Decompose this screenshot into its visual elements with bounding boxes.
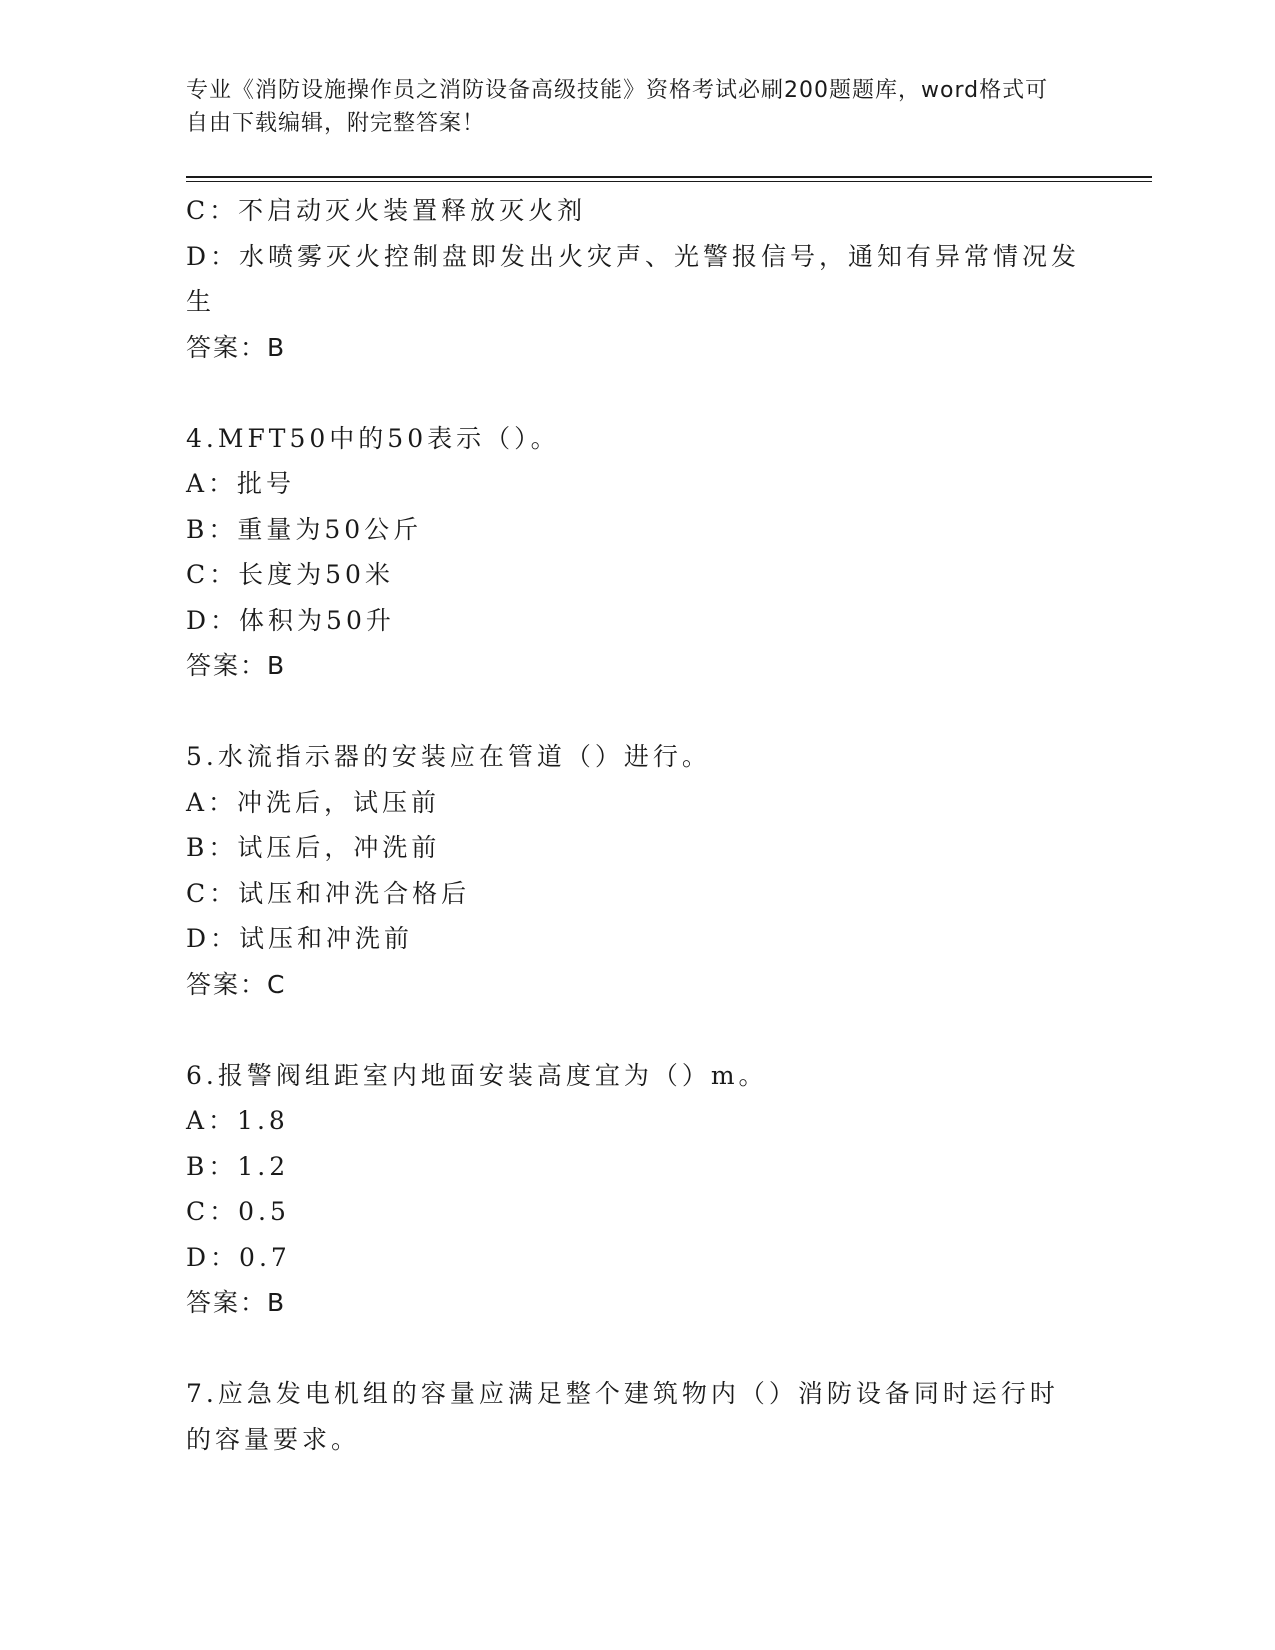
option-a: A：冲洗后，试压前 <box>186 787 441 817</box>
option-d-wrap: 生 <box>186 287 216 316</box>
option-a: A：批号 <box>186 469 296 498</box>
answer: 答案：B <box>186 1288 287 1317</box>
question-stem: 5.水流指示器的安装应在管道（）进行。 <box>186 742 711 771</box>
option-b: B：试压后，冲洗前 <box>186 833 441 862</box>
answer: 答案：B <box>186 651 287 680</box>
question-7 <box>186 1371 1086 1462</box>
question-stem: 4.MFT50中的50表示（）。 <box>186 423 560 453</box>
option-d: D：试压和冲洗前 <box>186 924 414 953</box>
option-c: C：0.5 <box>186 1197 290 1226</box>
option-b: B：1.2 <box>186 1151 290 1181</box>
option-c: C：长度为50米 <box>186 560 394 589</box>
option-c: C：不启动灭火装置释放灭火剂 <box>186 196 587 225</box>
header-divider-thick <box>186 176 1152 178</box>
question-content <box>186 188 1086 1462</box>
answer: 答案：C <box>186 969 287 999</box>
header-divider-thin <box>186 181 1152 182</box>
option-d: D：0.7 <box>186 1242 291 1272</box>
question-stem-wrap: 的容量要求。 <box>186 1424 361 1454</box>
option-c: C：试压和冲洗合格后 <box>186 878 471 908</box>
document-header: 专业《消防设施操作员之消防设备高级技能》资格考试必刷200题题库，word格式可自由下载编辑，附完整答案！ <box>186 78 1049 136</box>
option-b: B：重量为50公斤 <box>186 514 423 544</box>
option-a: A：1.8 <box>186 1106 289 1135</box>
answer: 答案：B <box>186 332 287 362</box>
question-stem: 7.应急发电机组的容量应满足整个建筑物内（）消防设备同时运行时 <box>186 1379 1059 1408</box>
option-d: D：体积为50升 <box>186 605 395 635</box>
question-6 <box>186 1053 1086 1326</box>
question-stem: 6.报警阀组距室内地面安装高度宜为（）m。 <box>186 1060 768 1090</box>
question-4 <box>186 416 1086 689</box>
option-d: D：水喷雾灭火控制盘即发出火灾声、光警报信号，通知有异常情况发 <box>186 241 1081 271</box>
question-5 <box>186 734 1086 1007</box>
question-3-continuation <box>186 188 1086 370</box>
